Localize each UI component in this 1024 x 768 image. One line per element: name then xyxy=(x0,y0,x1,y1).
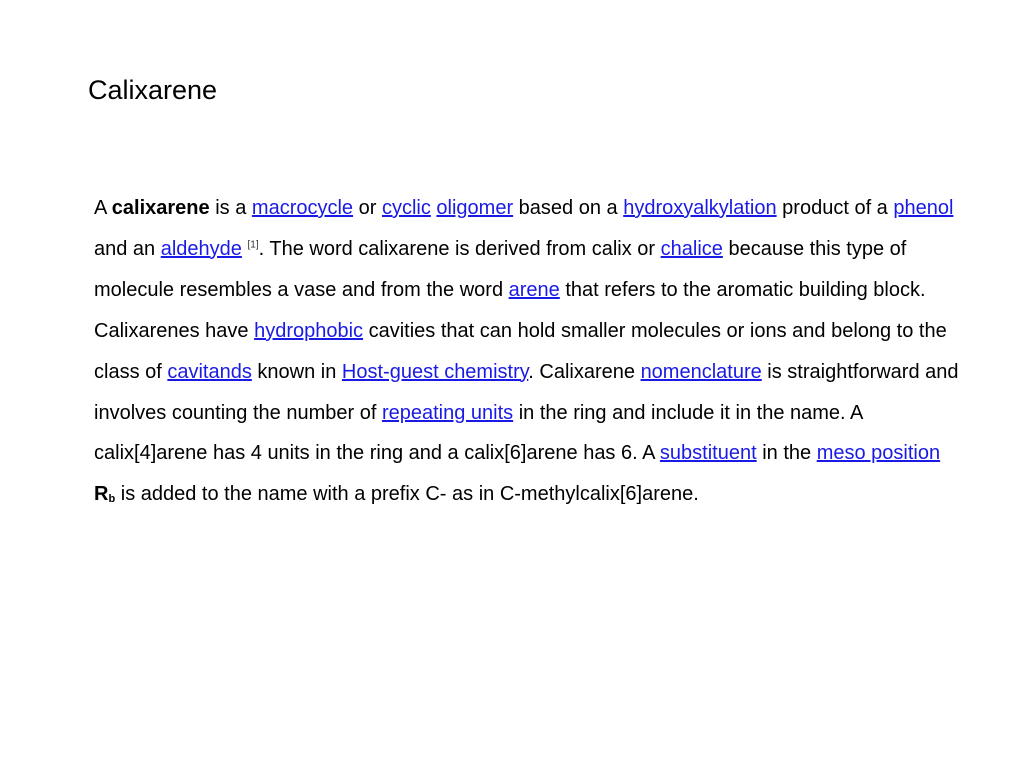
text-segment: is added to the name with a prefix C- as in C-methylcalix[6]arene. xyxy=(115,483,699,506)
r-symbol: R xyxy=(94,483,109,506)
article-paragraph xyxy=(94,188,964,515)
text-segment: is straightforward and involves counting the number of xyxy=(94,360,959,424)
r-subscript: b xyxy=(108,493,116,506)
link-nomenclature[interactable]: nomenclature xyxy=(640,360,762,383)
text-segment: in the xyxy=(756,442,817,465)
text-segment: or xyxy=(353,197,382,219)
text-segment: because this type of molecule resembles a vase and from the word xyxy=(94,237,907,301)
link-repeating-units[interactable]: repeating units xyxy=(381,401,514,424)
link-macrocycle[interactable]: macrocycle xyxy=(251,197,354,219)
text-segment: that refers to the aromatic building block. Calixarenes have xyxy=(94,278,926,342)
link-phenol[interactable]: phenol xyxy=(893,197,954,219)
link-host-guest-chemistry[interactable]: Host-guest chemistry xyxy=(341,360,529,383)
text-segment: is a xyxy=(209,197,252,219)
text-segment: in the ring and include it in the name. A calix[4]arene has 4 units in the ring and a calix[6]arene has 6. A xyxy=(94,401,863,465)
text-segment: . Calixarene xyxy=(528,360,641,383)
link-hydrophobic[interactable]: hydrophobic xyxy=(254,319,364,342)
text-segment: known in xyxy=(251,360,342,383)
page-title: Calixarene xyxy=(88,75,218,105)
text-segment: A xyxy=(94,197,112,219)
reference-marker[interactable]: [1] xyxy=(247,239,259,251)
link-chalice[interactable]: chalice xyxy=(660,237,723,260)
link-aldehyde[interactable]: aldehyde xyxy=(160,237,242,260)
text-segment: product of a xyxy=(776,197,894,219)
link-meso-position[interactable]: meso position xyxy=(816,442,941,465)
text-segment: based on a xyxy=(513,197,624,219)
link-substituent[interactable]: substituent xyxy=(659,442,757,465)
link-oligomer[interactable]: oligomer xyxy=(436,197,514,219)
link-cyclic[interactable]: cyclic xyxy=(381,197,431,219)
text-segment: . The word calixarene is derived from calix or xyxy=(258,237,661,260)
link-hydroxyalkylation[interactable]: hydroxyalkylation xyxy=(623,197,777,219)
link-cavitands[interactable]: cavitands xyxy=(167,360,252,383)
link-arene[interactable]: arene xyxy=(508,278,560,301)
bold-term: calixarene xyxy=(111,197,210,219)
text-segment: cavities that can hold smaller molecules or ions and belong to the class of xyxy=(94,319,947,383)
text-segment: and an xyxy=(94,237,161,260)
